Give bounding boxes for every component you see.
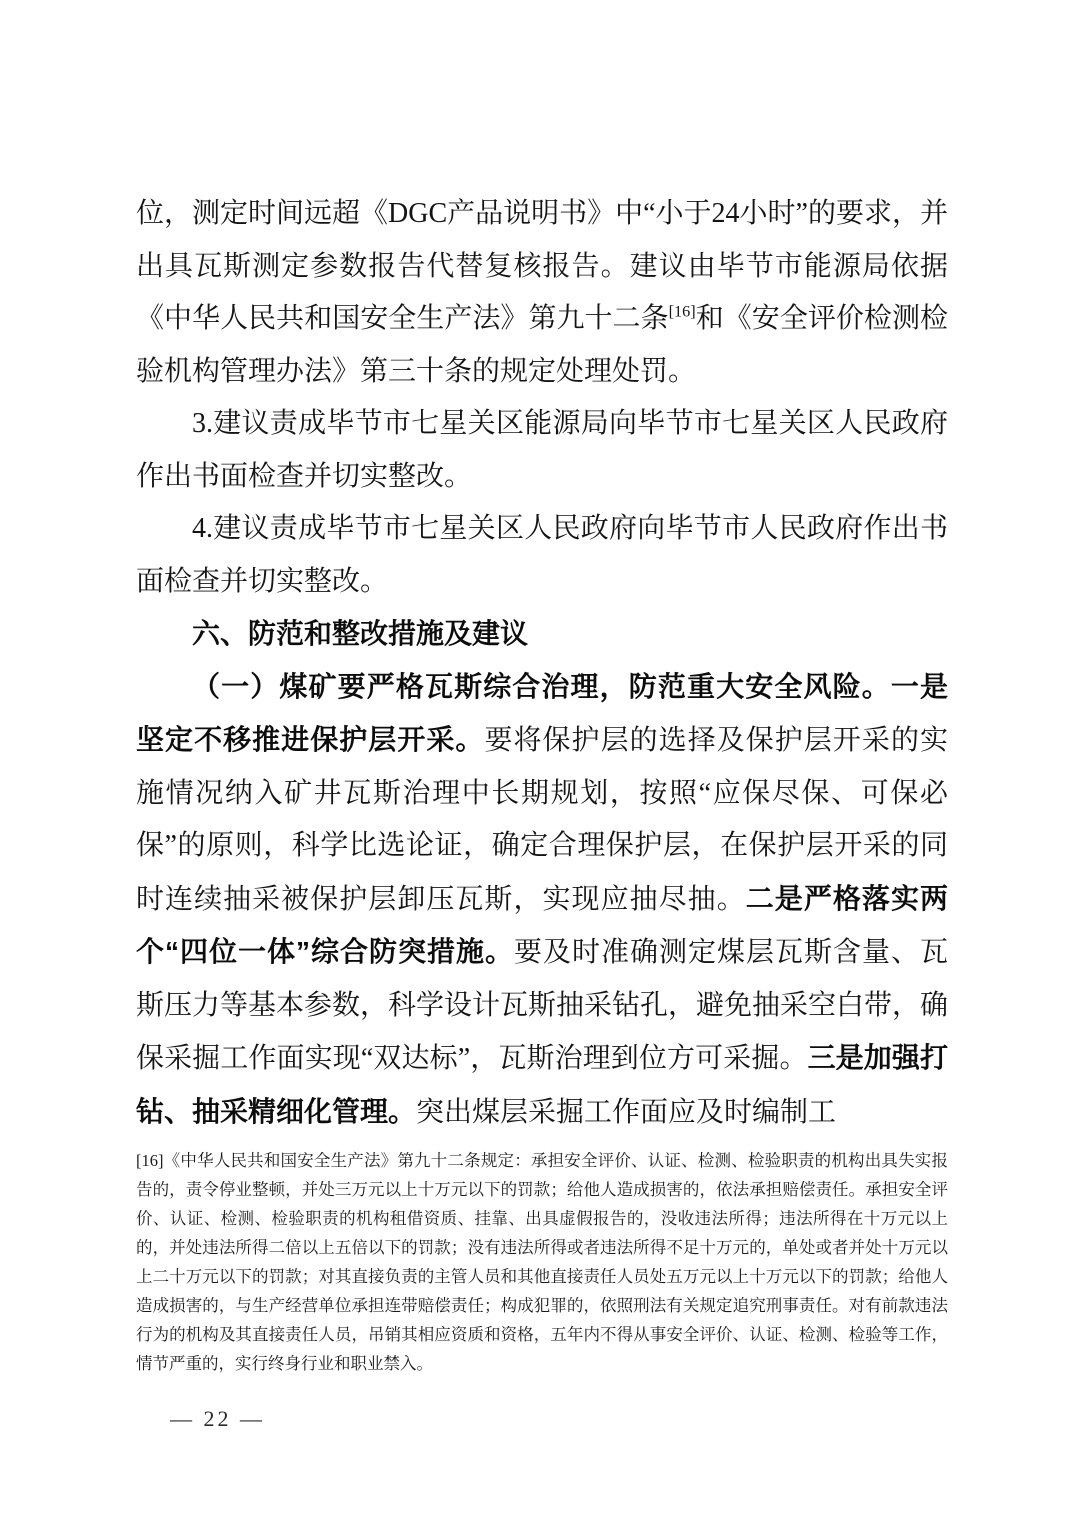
footnote-text: [16]《中华人民共和国安全生产法》第九十二条规定：承担安全评价、认证、检测、检验职责的机构出具失实报告的，责令停业整顿，并处三万元以上十万元以下的罚款；给他人造成损害的，依法承担赔偿责任。承担安全评价、认证、检测、检验职责的机构租借资质、挂靠、出具虚假报告的，没收违法所得；违法所得在十万元以上的，并处违法所得二倍以上五倍以下的罚款；没有违法所得或者违法所得不足十万元的，单处或者并处十万元以上二十万元以下的罚款；对其直接负责的主管人员和其他直接责任人员处五万元以上十万元以下的罚款；给他人造成损害的，与生产经营单位承担连带赔偿责任；构成犯罪的，依照刑法有关规定追究刑事责任。对有前款违法行为的机构及其直接责任人员，吊销其相应资质和资格，五年内不得从事安全评价、认证、检测、检验等工作，情节严重的，实行终身行业和职业禁入。 <box>136 1151 948 1373</box>
page-number: — 22 — <box>170 1406 265 1431</box>
footnote-block <box>136 1146 948 1378</box>
paragraph-item-3: 3.建议责成毕节市七星关区能源局向毕节市七星关区人民政府作出书面检查并切实整改。 <box>136 408 948 492</box>
paragraph-measures <box>136 661 948 1140</box>
measure-point1-bold: 一是坚定不移推进保护层开采。 <box>136 670 948 755</box>
measure-point3-text: 突出煤层采掘工作面应及时编制工 <box>416 1096 837 1128</box>
paragraph-continued <box>136 188 948 398</box>
paragraph-item-4: 4.建议责成毕节市七星关区人民政府向毕节市人民政府作出书面检查并切实整改。 <box>136 513 948 597</box>
measure-point1-text: 要将保护层的选择及保护层开采的实施情况纳入矿井瓦斯治理中长期规划，按照“应保尽保、可保必保”的原则，科学比选论证，确定合理保护层，在保护层开采的同时连续抽采被保护层卸压瓦斯，实现应抽尽抽。 <box>136 725 948 915</box>
section-heading: 六、防范和整改措施及建议 <box>192 618 529 649</box>
measure-lead-bold: （一）煤矿要严格瓦斯综合治理，防范重大安全风险。 <box>192 670 891 702</box>
measure-point3-bold: 三是加强打钻、抽采精细化管理。 <box>136 1042 948 1127</box>
measure-point2-text: 要及时准确测定煤层瓦斯含量、瓦斯压力等基本参数，科学设计瓦斯抽采钻孔，避免抽采空白带，确保采掘工作面实现“双达标”，瓦斯治理到位方可采掘。 <box>136 937 949 1074</box>
paragraph-text: 和《安全评价检测检验机构管理办法》第三十条的规定处理处罚。 <box>136 303 948 387</box>
measure-point2-bold: 二是严格落实两个“四位一体”综合防突措施。 <box>136 882 948 967</box>
paragraph-text: 位，测定时间远超《DGC产品说明书》中“小于24小时”的要求，并出具瓦斯测定参数报告代替复核报告。建议由毕节市能源局依据《中华人民共和国安全生产法》第九十二条 <box>136 198 948 334</box>
footnote-reference-16: [16] <box>668 302 696 321</box>
document-body <box>136 188 948 1378</box>
